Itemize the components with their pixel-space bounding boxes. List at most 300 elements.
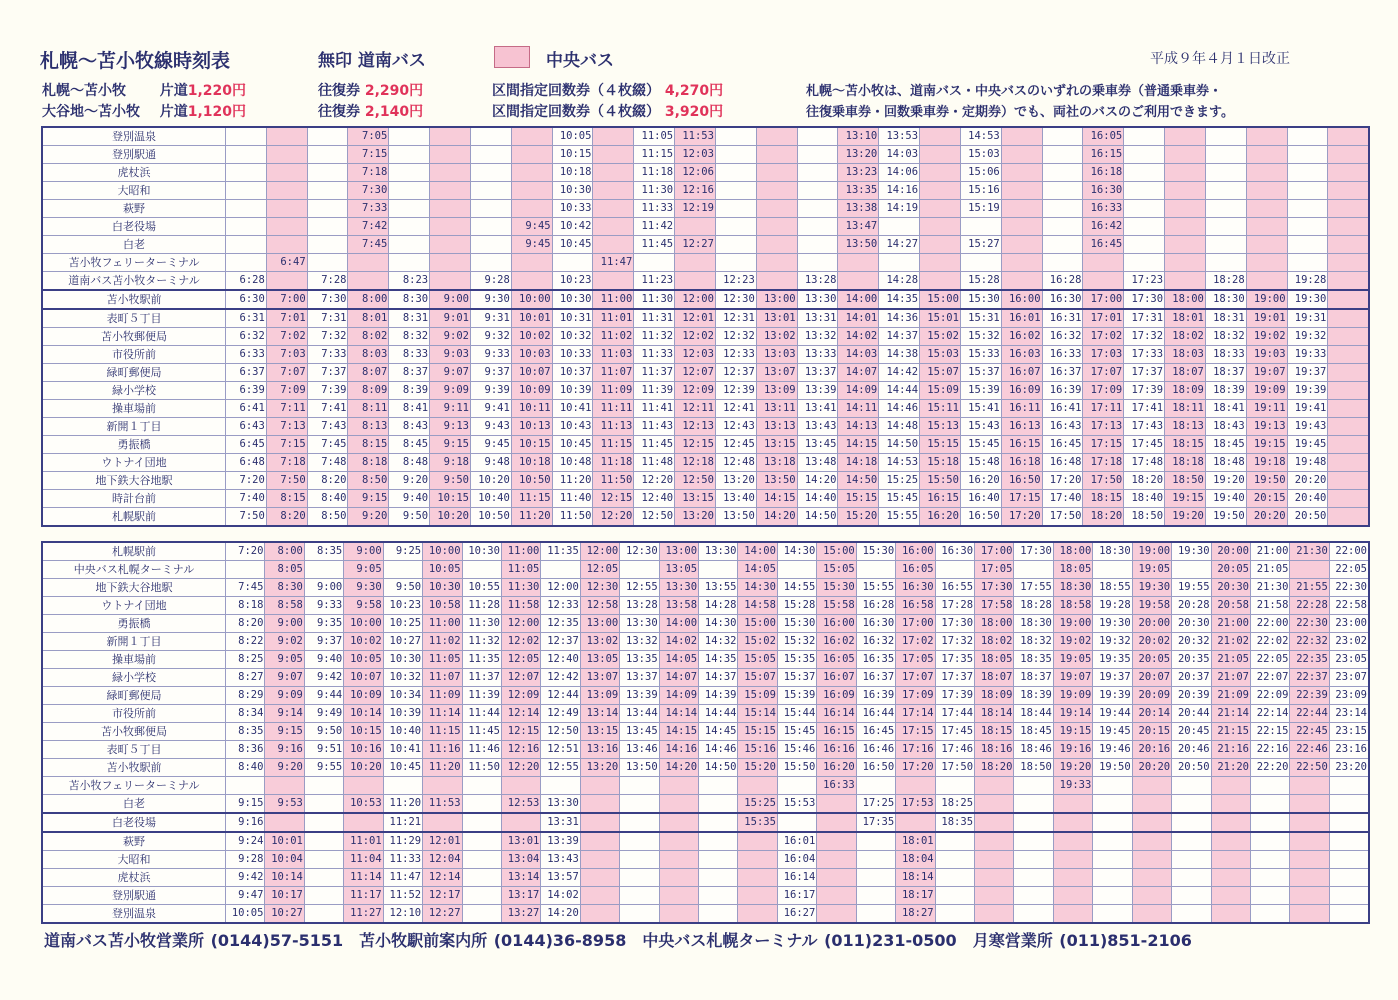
time-cell: 12:40 bbox=[634, 490, 675, 508]
time-cell: 11:30 bbox=[634, 290, 675, 309]
time-cell: 19:30 bbox=[1132, 579, 1171, 597]
time-cell bbox=[1205, 218, 1246, 236]
time-cell bbox=[1250, 905, 1289, 924]
time-cell: 12:00 bbox=[675, 290, 716, 309]
time-cell: 10:39 bbox=[383, 705, 422, 723]
time-cell: 17:01 bbox=[1083, 309, 1124, 328]
time-cell bbox=[470, 218, 511, 236]
time-cell: 9:31 bbox=[470, 309, 511, 328]
time-cell: 7:01 bbox=[266, 309, 307, 328]
time-cell bbox=[1328, 328, 1369, 346]
time-cell bbox=[1014, 777, 1053, 795]
time-cell: 8:00 bbox=[265, 542, 304, 561]
time-cell: 19:09 bbox=[1246, 382, 1287, 400]
time-cell: 9:30 bbox=[470, 290, 511, 309]
time-cell: 16:02 bbox=[1001, 328, 1042, 346]
time-cell: 9:02 bbox=[265, 633, 304, 651]
time-cell: 22:30 bbox=[1329, 579, 1369, 597]
time-cell: 17:14 bbox=[896, 705, 935, 723]
time-cell bbox=[1290, 777, 1329, 795]
time-cell: 16:30 bbox=[896, 579, 935, 597]
time-cell: 17:53 bbox=[896, 795, 935, 814]
time-cell: 14:20 bbox=[541, 905, 580, 924]
time-cell bbox=[675, 272, 716, 291]
time-cell: 12:16 bbox=[501, 741, 540, 759]
time-cell: 20:50 bbox=[1172, 759, 1211, 777]
time-cell: 10:05 bbox=[423, 561, 462, 579]
time-cell: 6:32 bbox=[226, 328, 267, 346]
time-cell: 15:05 bbox=[817, 561, 856, 579]
station-name: 新開１丁目 bbox=[42, 633, 226, 651]
time-cell bbox=[797, 218, 838, 236]
time-cell: 11:53 bbox=[675, 127, 716, 146]
time-cell bbox=[265, 777, 304, 795]
time-cell: 15:32 bbox=[960, 328, 1001, 346]
time-cell bbox=[659, 851, 698, 869]
time-cell bbox=[634, 254, 675, 272]
time-cell bbox=[1165, 200, 1206, 218]
time-cell: 9:42 bbox=[226, 869, 265, 887]
time-cell: 13:15 bbox=[756, 436, 797, 454]
time-cell: 18:15 bbox=[975, 723, 1014, 741]
time-cell: 9:05 bbox=[265, 651, 304, 669]
time-cell bbox=[1250, 777, 1289, 795]
time-cell bbox=[756, 146, 797, 164]
time-cell bbox=[1328, 127, 1369, 146]
time-cell: 6:39 bbox=[226, 382, 267, 400]
time-cell: 17:48 bbox=[1124, 454, 1165, 472]
time-cell: 13:28 bbox=[620, 597, 659, 615]
time-cell: 8:09 bbox=[348, 382, 389, 400]
time-cell: 10:02 bbox=[511, 328, 552, 346]
time-cell: 9:49 bbox=[304, 705, 343, 723]
time-cell: 13:55 bbox=[699, 579, 738, 597]
fare-price: 1,120円 bbox=[187, 104, 247, 120]
time-cell: 16:05 bbox=[1083, 127, 1124, 146]
time-cell bbox=[266, 146, 307, 164]
time-cell bbox=[304, 561, 343, 579]
time-cell: 18:41 bbox=[1205, 400, 1246, 418]
time-cell bbox=[699, 777, 738, 795]
time-cell: 18:39 bbox=[1014, 687, 1053, 705]
time-cell: 10:01 bbox=[511, 309, 552, 328]
time-cell bbox=[1053, 795, 1092, 814]
time-cell bbox=[430, 182, 471, 200]
station-name: 萩野 bbox=[42, 832, 226, 851]
time-cell: 9:13 bbox=[430, 418, 471, 436]
time-cell bbox=[817, 905, 856, 924]
time-cell: 14:40 bbox=[797, 490, 838, 508]
time-cell: 13:18 bbox=[756, 454, 797, 472]
time-cell: 8:35 bbox=[226, 723, 265, 741]
time-cell: 11:39 bbox=[462, 687, 501, 705]
time-cell: 18:58 bbox=[1053, 597, 1092, 615]
time-cell: 9:37 bbox=[304, 633, 343, 651]
time-cell: 17:30 bbox=[975, 579, 1014, 597]
time-cell: 12:09 bbox=[501, 687, 540, 705]
time-cell: 13:38 bbox=[838, 200, 879, 218]
time-cell bbox=[389, 200, 430, 218]
time-cell: 12:07 bbox=[675, 364, 716, 382]
time-cell: 16:14 bbox=[777, 869, 816, 887]
time-cell: 12:27 bbox=[675, 236, 716, 254]
time-cell: 18:37 bbox=[1014, 669, 1053, 687]
time-cell: 20:07 bbox=[1132, 669, 1171, 687]
time-cell: 16:32 bbox=[1042, 328, 1083, 346]
table-row bbox=[42, 146, 1369, 164]
time-cell: 11:43 bbox=[634, 418, 675, 436]
time-cell: 11:27 bbox=[344, 905, 383, 924]
time-cell bbox=[659, 869, 698, 887]
time-cell: 13:13 bbox=[756, 418, 797, 436]
time-cell bbox=[715, 200, 756, 218]
time-cell: 8:35 bbox=[304, 542, 343, 561]
time-cell: 12:11 bbox=[675, 400, 716, 418]
time-cell bbox=[580, 887, 619, 905]
time-cell: 16:27 bbox=[777, 905, 816, 924]
time-cell: 18:16 bbox=[975, 741, 1014, 759]
time-cell bbox=[304, 795, 343, 814]
time-cell: 17:02 bbox=[1083, 328, 1124, 346]
time-cell: 17:43 bbox=[1124, 418, 1165, 436]
time-cell: 10:30 bbox=[552, 290, 593, 309]
time-cell bbox=[1172, 813, 1211, 832]
time-cell bbox=[1246, 200, 1287, 218]
time-cell: 22:30 bbox=[1290, 615, 1329, 633]
station-name: 勇振橋 bbox=[42, 615, 226, 633]
time-cell: 7:18 bbox=[266, 454, 307, 472]
time-cell: 15:02 bbox=[738, 633, 777, 651]
time-cell: 10:07 bbox=[344, 669, 383, 687]
time-cell: 18:55 bbox=[1093, 579, 1132, 597]
time-cell: 8:34 bbox=[226, 705, 265, 723]
time-cell: 8:20 bbox=[307, 472, 348, 490]
time-cell bbox=[817, 832, 856, 851]
time-cell bbox=[266, 182, 307, 200]
time-cell bbox=[659, 832, 698, 851]
time-cell bbox=[1014, 851, 1053, 869]
table-row bbox=[42, 472, 1369, 490]
time-cell: 21:02 bbox=[1211, 633, 1250, 651]
time-cell bbox=[1205, 182, 1246, 200]
time-cell bbox=[307, 146, 348, 164]
time-cell bbox=[1328, 364, 1369, 382]
time-cell: 10:41 bbox=[383, 741, 422, 759]
time-cell bbox=[462, 851, 501, 869]
time-cell: 10:53 bbox=[344, 795, 383, 814]
time-cell bbox=[1205, 127, 1246, 146]
time-cell: 11:46 bbox=[462, 741, 501, 759]
time-cell bbox=[1124, 236, 1165, 254]
time-cell: 10:48 bbox=[552, 454, 593, 472]
time-cell bbox=[511, 182, 552, 200]
time-cell bbox=[715, 236, 756, 254]
time-cell: 14:02 bbox=[659, 633, 698, 651]
time-cell: 11:11 bbox=[593, 400, 634, 418]
time-cell: 17:03 bbox=[1083, 346, 1124, 364]
time-cell bbox=[699, 887, 738, 905]
time-cell: 14:30 bbox=[699, 615, 738, 633]
time-cell: 6:45 bbox=[226, 436, 267, 454]
time-cell: 17:09 bbox=[1083, 382, 1124, 400]
time-cell: 10:01 bbox=[265, 832, 304, 851]
time-cell: 8:03 bbox=[348, 346, 389, 364]
time-cell: 11:48 bbox=[634, 454, 675, 472]
time-cell bbox=[593, 236, 634, 254]
time-cell bbox=[1329, 851, 1369, 869]
time-cell: 16:30 bbox=[856, 615, 895, 633]
time-cell bbox=[1165, 146, 1206, 164]
time-cell bbox=[659, 887, 698, 905]
time-cell bbox=[1124, 127, 1165, 146]
time-cell bbox=[1124, 182, 1165, 200]
time-cell: 16:15 bbox=[920, 490, 961, 508]
time-cell: 11:39 bbox=[634, 382, 675, 400]
time-cell: 16:31 bbox=[1042, 309, 1083, 328]
time-cell: 8:18 bbox=[348, 454, 389, 472]
time-cell: 15:25 bbox=[879, 472, 920, 490]
table-row bbox=[42, 200, 1369, 218]
time-cell: 17:39 bbox=[1124, 382, 1165, 400]
time-cell: 18:27 bbox=[896, 905, 935, 924]
time-cell: 22:39 bbox=[1290, 687, 1329, 705]
time-cell: 17:50 bbox=[1042, 508, 1083, 527]
time-cell: 12:15 bbox=[675, 436, 716, 454]
station-name: 大昭和 bbox=[42, 851, 226, 869]
time-cell: 10:20 bbox=[430, 508, 471, 527]
time-cell: 16:15 bbox=[1083, 146, 1124, 164]
time-cell: 14:50 bbox=[797, 508, 838, 527]
time-cell bbox=[383, 777, 422, 795]
fare-oneway-oyachi bbox=[42, 101, 246, 121]
time-cell: 7:45 bbox=[307, 436, 348, 454]
time-cell bbox=[593, 182, 634, 200]
time-cell: 19:07 bbox=[1246, 364, 1287, 382]
time-cell: 11:28 bbox=[462, 597, 501, 615]
fare-coupon-oyachi bbox=[492, 101, 723, 121]
time-cell: 18:37 bbox=[1205, 364, 1246, 382]
time-cell: 13:01 bbox=[756, 309, 797, 328]
time-cell: 9:33 bbox=[304, 597, 343, 615]
time-cell: 13:10 bbox=[838, 127, 879, 146]
time-cell bbox=[593, 200, 634, 218]
time-cell bbox=[975, 795, 1014, 814]
station-name: 登別温泉 bbox=[42, 127, 226, 146]
time-cell: 10:20 bbox=[470, 472, 511, 490]
time-cell bbox=[1042, 200, 1083, 218]
time-cell bbox=[1290, 869, 1329, 887]
time-cell bbox=[1246, 127, 1287, 146]
time-cell bbox=[307, 127, 348, 146]
time-cell: 10:34 bbox=[383, 687, 422, 705]
time-cell: 10:33 bbox=[552, 200, 593, 218]
time-cell: 9:02 bbox=[430, 328, 471, 346]
time-cell bbox=[593, 164, 634, 182]
time-cell: 12:05 bbox=[580, 561, 619, 579]
time-cell: 13:17 bbox=[501, 887, 540, 905]
time-cell: 8:30 bbox=[389, 290, 430, 309]
time-cell bbox=[699, 561, 738, 579]
time-cell bbox=[817, 813, 856, 832]
time-cell: 9:20 bbox=[389, 472, 430, 490]
time-cell: 20:28 bbox=[1172, 597, 1211, 615]
time-cell: 19:30 bbox=[1287, 290, 1328, 309]
time-cell bbox=[541, 777, 580, 795]
fare-label: 区間指定回数券（４枚綴） bbox=[492, 104, 660, 120]
time-cell: 11:00 bbox=[423, 615, 462, 633]
station-name: 操車場前 bbox=[42, 400, 226, 418]
time-cell bbox=[304, 887, 343, 905]
table-row bbox=[42, 795, 1369, 814]
time-cell: 9:00 bbox=[304, 579, 343, 597]
time-cell: 18:20 bbox=[1083, 508, 1124, 527]
time-cell bbox=[1001, 236, 1042, 254]
time-cell bbox=[1001, 182, 1042, 200]
time-cell bbox=[838, 272, 879, 291]
time-cell: 9:53 bbox=[265, 795, 304, 814]
time-cell: 9:01 bbox=[430, 309, 471, 328]
time-cell bbox=[699, 851, 738, 869]
time-cell: 8:40 bbox=[226, 759, 265, 777]
time-cell: 22:05 bbox=[1250, 651, 1289, 669]
table-row bbox=[42, 127, 1369, 146]
time-cell: 19:05 bbox=[1132, 561, 1171, 579]
time-cell: 18:30 bbox=[1205, 290, 1246, 309]
time-cell bbox=[383, 561, 422, 579]
time-cell: 14:15 bbox=[838, 436, 879, 454]
time-cell: 19:40 bbox=[1205, 490, 1246, 508]
time-cell bbox=[1172, 887, 1211, 905]
table-row bbox=[42, 364, 1369, 382]
time-cell bbox=[1211, 777, 1250, 795]
time-cell bbox=[1328, 272, 1369, 291]
time-cell: 15:31 bbox=[960, 309, 1001, 328]
time-cell bbox=[1132, 887, 1171, 905]
time-cell bbox=[430, 236, 471, 254]
time-cell: 13:15 bbox=[675, 490, 716, 508]
time-cell: 11:00 bbox=[501, 542, 540, 561]
time-cell bbox=[797, 254, 838, 272]
time-cell: 19:55 bbox=[1172, 579, 1211, 597]
time-cell: 17:15 bbox=[1001, 490, 1042, 508]
time-cell: 14:35 bbox=[699, 651, 738, 669]
table-row bbox=[42, 741, 1369, 759]
time-cell: 6:37 bbox=[226, 364, 267, 382]
time-cell: 17:07 bbox=[1083, 364, 1124, 382]
time-cell: 10:09 bbox=[344, 687, 383, 705]
time-cell: 15:15 bbox=[738, 723, 777, 741]
time-cell bbox=[1287, 200, 1328, 218]
time-cell: 9:20 bbox=[265, 759, 304, 777]
time-cell: 8:25 bbox=[226, 651, 265, 669]
time-cell: 23:05 bbox=[1329, 651, 1369, 669]
time-cell bbox=[226, 218, 267, 236]
time-cell: 10:27 bbox=[383, 633, 422, 651]
time-cell: 11:01 bbox=[344, 832, 383, 851]
time-cell: 16:11 bbox=[1001, 400, 1042, 418]
time-cell: 11:44 bbox=[462, 705, 501, 723]
station-name: 登別駅通 bbox=[42, 887, 226, 905]
time-cell bbox=[920, 164, 961, 182]
time-cell: 15:00 bbox=[920, 290, 961, 309]
time-cell bbox=[1211, 795, 1250, 814]
time-cell: 17:30 bbox=[1014, 542, 1053, 561]
time-cell: 8:20 bbox=[266, 508, 307, 527]
time-cell: 17:45 bbox=[1124, 436, 1165, 454]
time-cell bbox=[1205, 200, 1246, 218]
time-cell: 12:43 bbox=[715, 418, 756, 436]
time-cell: 18:00 bbox=[1053, 542, 1092, 561]
time-cell bbox=[777, 813, 816, 832]
table-row bbox=[42, 272, 1369, 291]
time-cell: 17:25 bbox=[856, 795, 895, 814]
time-cell: 11:40 bbox=[552, 490, 593, 508]
time-cell bbox=[659, 905, 698, 924]
time-cell bbox=[738, 832, 777, 851]
time-cell: 13:00 bbox=[756, 290, 797, 309]
fare-price: 1,220円 bbox=[187, 83, 247, 99]
time-cell: 21:20 bbox=[1211, 759, 1250, 777]
time-cell: 6:28 bbox=[226, 272, 267, 291]
time-cell bbox=[348, 272, 389, 291]
table-row bbox=[42, 832, 1369, 851]
time-cell: 21:07 bbox=[1211, 669, 1250, 687]
time-cell bbox=[593, 218, 634, 236]
time-cell bbox=[304, 851, 343, 869]
table-row bbox=[42, 651, 1369, 669]
time-cell: 9:15 bbox=[430, 436, 471, 454]
time-cell: 13:40 bbox=[715, 490, 756, 508]
time-cell: 7:03 bbox=[266, 346, 307, 364]
time-cell bbox=[1205, 146, 1246, 164]
time-cell: 13:31 bbox=[797, 309, 838, 328]
table-row bbox=[42, 236, 1369, 254]
time-cell bbox=[1172, 832, 1211, 851]
time-cell: 10:32 bbox=[383, 669, 422, 687]
time-cell: 8:15 bbox=[348, 436, 389, 454]
time-cell: 23:20 bbox=[1329, 759, 1369, 777]
time-cell: 7:15 bbox=[348, 146, 389, 164]
time-cell: 8:50 bbox=[348, 472, 389, 490]
legend-chuo: 中央バス bbox=[546, 51, 614, 71]
time-cell: 13:53 bbox=[879, 127, 920, 146]
time-cell: 20:14 bbox=[1132, 705, 1171, 723]
time-cell: 16:41 bbox=[1042, 400, 1083, 418]
time-cell: 20:39 bbox=[1172, 687, 1211, 705]
time-cell: 11:14 bbox=[423, 705, 462, 723]
station-name: 大昭和 bbox=[42, 182, 226, 200]
table-row bbox=[42, 851, 1369, 869]
time-cell: 7:45 bbox=[226, 579, 265, 597]
time-cell: 22:14 bbox=[1250, 705, 1289, 723]
time-cell bbox=[659, 795, 698, 814]
time-cell: 10:05 bbox=[552, 127, 593, 146]
time-cell: 11:07 bbox=[423, 669, 462, 687]
time-cell bbox=[1042, 182, 1083, 200]
time-cell: 11:15 bbox=[634, 146, 675, 164]
time-cell: 19:48 bbox=[1287, 454, 1328, 472]
time-cell: 16:48 bbox=[1042, 454, 1083, 472]
time-cell bbox=[920, 236, 961, 254]
time-cell: 10:40 bbox=[470, 490, 511, 508]
time-cell: 17:15 bbox=[1083, 436, 1124, 454]
time-cell: 11:30 bbox=[501, 579, 540, 597]
time-cell: 9:00 bbox=[430, 290, 471, 309]
time-cell: 10:23 bbox=[552, 272, 593, 291]
time-cell: 7:20 bbox=[226, 542, 265, 561]
time-cell: 13:43 bbox=[541, 851, 580, 869]
time-cell: 11:04 bbox=[344, 851, 383, 869]
